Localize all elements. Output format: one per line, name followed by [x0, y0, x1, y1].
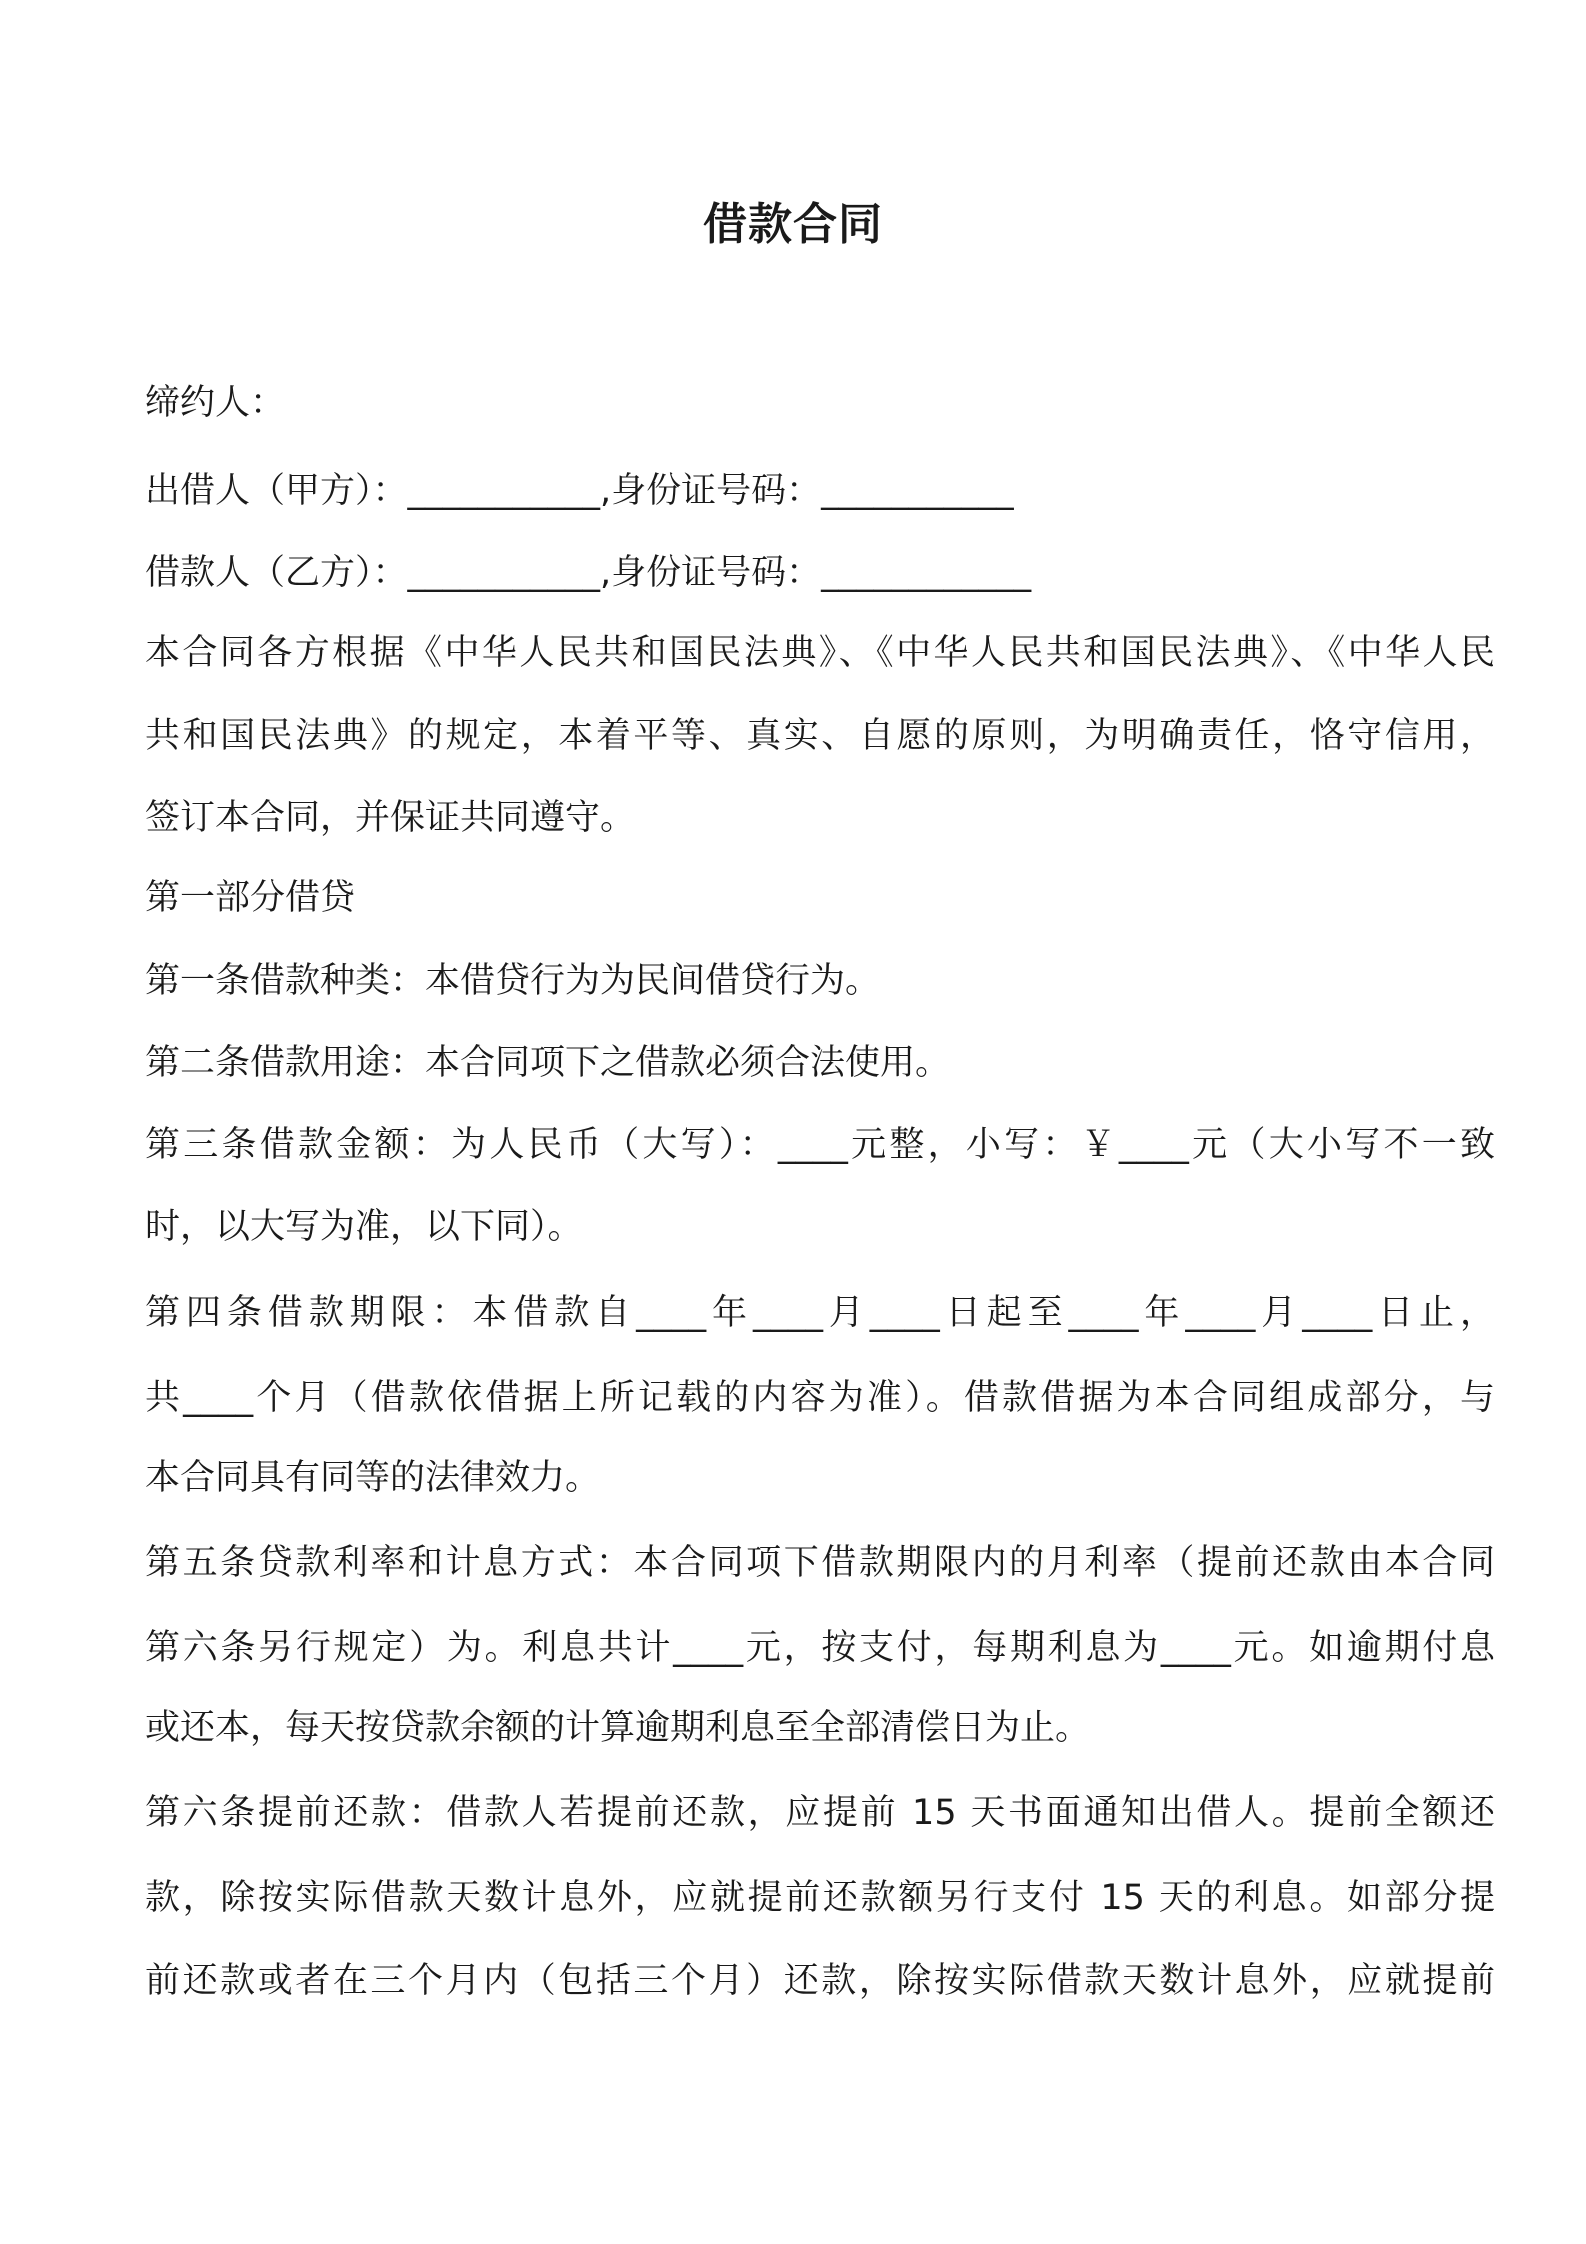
article-4-line-3: 本合同具有同等的法律效力。	[145, 1458, 601, 1498]
article-5-line-1: 第五条贷款利率和计息方式：本合同项下借款期限内的月利率（提前还款由本合同	[145, 1543, 1495, 1583]
article-3-line-2: 时，以大写为准，以下同）。	[145, 1207, 583, 1247]
preamble-line-3: 签订本合同，并保证共同遵守。	[145, 798, 636, 838]
article-4-line-2: 共____个月（借款依借据上所记载的内容为准）。借款借据为本合同组成部分，与	[145, 1378, 1495, 1418]
article-6-line-2: 款，除按实际借款天数计息外，应就提前还款额另行支付 15 天的利息。如部分提	[145, 1878, 1495, 1918]
preamble-line-1: 本合同各方根据《中华人民共和国民法典》、《中华人民共和国民法典》、《中华人民	[145, 633, 1495, 673]
article-1: 第一条借款种类：本借贷行为为民间借贷行为。	[145, 961, 881, 1001]
article-3-line-1: 第三条借款金额：为人民币（大写）：____元整，小写：￥____元（大小写不一致	[145, 1125, 1495, 1165]
article-6-line-3: 前还款或者在三个月内（包括三个月）还款，除按实际借款天数计息外，应就提前	[145, 1961, 1495, 2001]
document-title: 借款合同	[703, 199, 883, 250]
borrower-line: 借款人（乙方）：___________,身份证号码：____________	[145, 553, 1032, 593]
article-2: 第二条借款用途：本合同项下之借款必须合法使用。	[145, 1043, 951, 1083]
article-5-line-3: 或还本，每天按贷款余额的计算逾期利息至全部清偿日为止。	[145, 1708, 1091, 1748]
part-one-heading: 第一部分借贷	[145, 878, 356, 918]
contract-parties-heading: 缔约人：	[145, 383, 286, 423]
article-5-line-2: 第六条另行规定）为。利息共计____元，按支付，每期利息为____元。如逾期付息	[145, 1628, 1495, 1668]
preamble-line-2: 共和国民法典》的规定，本着平等、真实、自愿的原则，为明确责任，恪守信用，	[145, 716, 1495, 756]
article-6-line-1: 第六条提前还款：借款人若提前还款，应提前 15 天书面通知出借人。提前全额还	[145, 1793, 1495, 1833]
article-4-line-1: 第四条借款期限：本借款自____年____月____日起至____年____月____日止，	[145, 1293, 1495, 1333]
lender-line: 出借人（甲方）：___________,身份证号码：___________	[145, 471, 1014, 511]
